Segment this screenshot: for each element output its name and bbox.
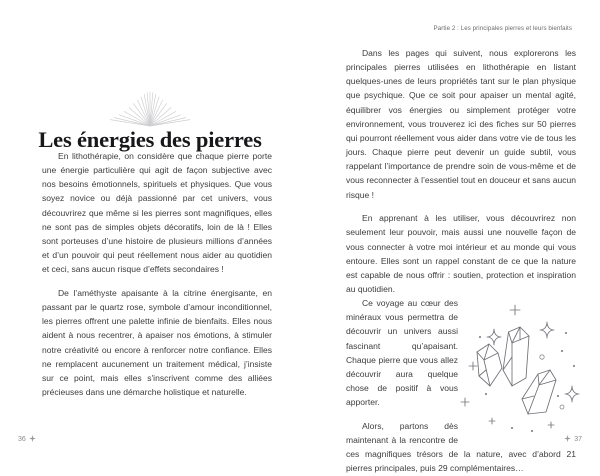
chapter-title: Les énergies des pierres	[38, 127, 262, 153]
sunburst-ornament	[108, 88, 192, 128]
paragraph: En lithothérapie, on considère que chaque pierre porte une énergie particulière qui agit de façon subjective avec nos besoins émotionnels, spirituels et physiques. Que vous soyez novice ou déjà passionné par cet univers, vous découvrirez que même si les pierres sont magnifiques, elles ne sont pas de simples objets décoratifs, loin de là ! Elles sont porteuses d’une histoire de plusieurs millions d’années et d’un pouvoir qui peut réellement nous aider au quotidien et ceci, sans aucun risque d’effets secondaires !	[42, 151, 272, 275]
page-number: 37	[574, 436, 582, 443]
left-column-text	[42, 149, 272, 399]
running-header: Partie 2 : Les principales pierres et leurs bienfaits	[433, 25, 572, 32]
paragraph: En apprenant à les utiliser, vous découvrirez non seulement leur pouvoir, mais aussi une nouvelle façon de vous connecter à votre moi intérieur et au monde qui vous entoure. Elles sont un rappel constant de ce que la nature est capable de nous offrir : soutien, protection et inspiration au quotidien.	[346, 213, 576, 294]
paragraph: De l’améthyste apaisante à la citrine énergisante, en passant par le quartz rose, symbole d’amour inconditionnel, les pierres offrent une palette infinie de bienfaits. Elles nous aident à nous recentrer, à apaiser nos émotions, à stimuler notre créativité ou encore à renforcer notre confiance. Elles ne remplacent aucunement un traitement médical, j’insiste sur ce point, mais elles s'inscrivent comme des alliées précieuses dans une démarche holistique et naturelle.	[42, 287, 272, 397]
folio-left	[18, 435, 36, 444]
right-column-text	[346, 46, 576, 476]
paragraph: Alors, partons dès maintenant à la rencontre de ces magnifiques trésors de la nature, avec d’abord 21 pierres principales, puis 29 complémentaires…	[346, 420, 576, 474]
paragraph: Dans les pages qui suivent, nous explorerons les principales pierres utilisées en lithothérapie en listant quelques-unes de leurs propriétés tant sur le plan physique que psychique. Que ce soit pour apaiser un mental agité, équilibrer vos énergies ou simplement protéger votre environnement, vous trouverez ici des fiches sur 50 pierres qui pourront réellement vous aider dans votre vie de tous les jours. Chaque pierre peut devenir un guide subtil, vous rappelant l’importance de prendre soin de vous-même et de vous reconnecter à l’essentiel tout en douceur et sans aucun risque !	[346, 48, 576, 200]
illustration-text-wrap	[458, 296, 576, 434]
paragraph: Ce voyage au cœur des minéraux vous permettra de découvrir un univers aussi fascinant qu’apaisant. Chaque pierre que vous allez découvrir aura quelque chose de positif à vous apporter.	[346, 298, 458, 408]
page-number: 36	[18, 436, 26, 443]
left-page	[0, 0, 300, 464]
diamond-sparkle-icon	[29, 435, 36, 444]
